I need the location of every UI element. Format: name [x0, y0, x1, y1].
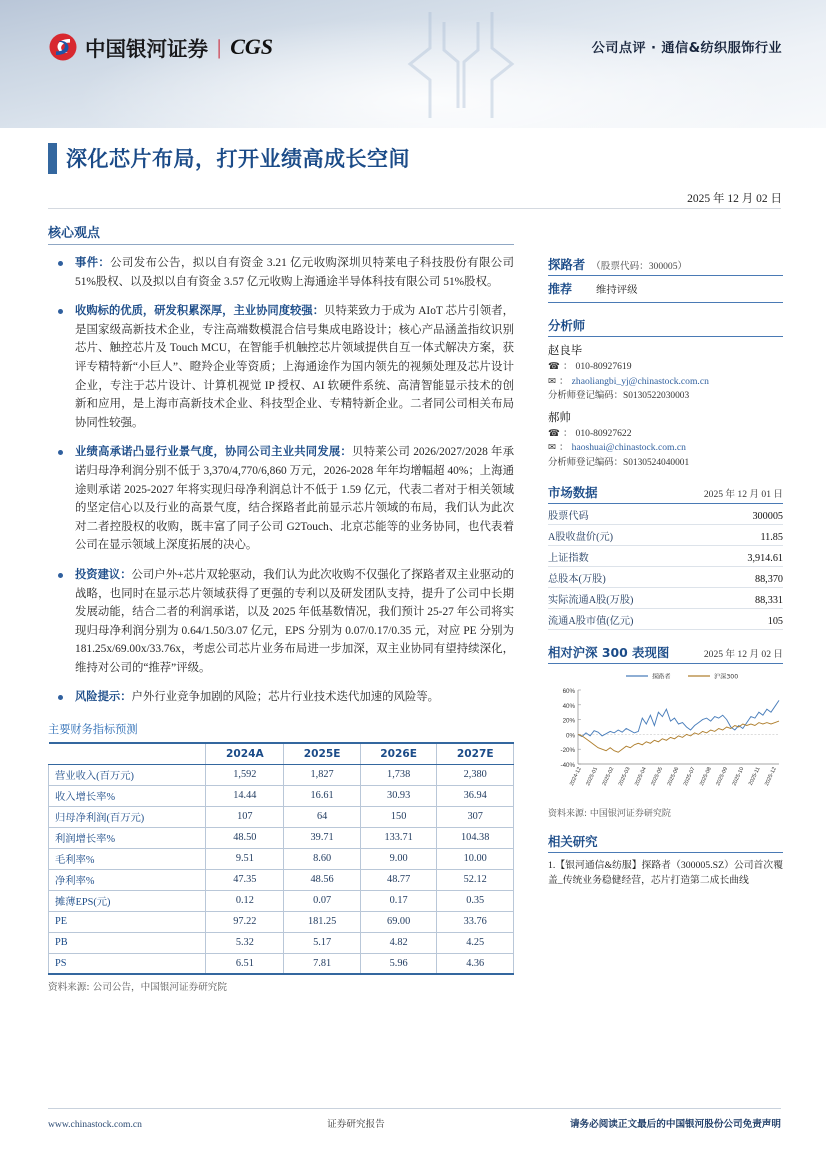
svg-text:-40%: -40%	[560, 762, 575, 769]
table-row	[49, 932, 514, 953]
bullet-text: 公司发布公告，拟以自有资金 3.21 亿元收购深圳贝特莱电子科技股份有限公司 51%股权、以及拟以自有资金 3.57 亿元收购上海通途半导体科技有限公司 51%股权。	[75, 257, 514, 288]
performance-chart-box	[548, 643, 783, 819]
col-label	[49, 743, 206, 764]
svg-text:2025-04: 2025-04	[634, 766, 648, 787]
market-data-row	[548, 609, 783, 630]
footer-disclaimer: 请务必阅读正文最后的中国银河股份公司免责声明	[569, 1119, 781, 1130]
table-row	[49, 785, 514, 806]
analysts-rule	[548, 336, 783, 337]
table-cell: 4.25	[437, 932, 514, 953]
table-cell: 2,380	[437, 764, 514, 785]
title-accent-bar	[48, 143, 57, 174]
market-data-row	[548, 588, 783, 609]
report-category: 公司点评 · 通信&纺织服饰行业	[591, 41, 782, 56]
svg-text:2024-12: 2024-12	[569, 766, 583, 787]
financial-table-title: 主要财务指标预测	[48, 723, 138, 737]
market-data-date: 2025 年 12 月 01 日	[703, 489, 783, 500]
market-data-box	[548, 483, 783, 630]
main-content	[48, 222, 514, 993]
table-cell: 6.51	[206, 953, 284, 974]
row-label: 收入增长率%	[49, 785, 206, 806]
table-cell: 36.94	[437, 785, 514, 806]
rating-label: 推荐	[548, 282, 573, 296]
row-label: 摊薄EPS(元)	[49, 890, 206, 911]
row-label: PB	[49, 932, 206, 953]
market-value: 88,370	[754, 574, 783, 585]
list-item	[48, 688, 514, 707]
table-row	[49, 953, 514, 974]
footer-divider	[48, 1108, 781, 1109]
table-cell: 48.50	[206, 827, 284, 848]
table-cell: 9.51	[206, 848, 284, 869]
analyst-email[interactable]: haoshuai@chinastock.com.cn	[571, 442, 686, 453]
market-data-row	[548, 567, 783, 588]
company-code: （股票代码：300005）	[591, 261, 688, 272]
table-cell: 1,827	[284, 764, 361, 785]
table-cell: 7.81	[284, 953, 361, 974]
market-data-row	[548, 525, 783, 546]
title-divider	[48, 208, 781, 209]
market-value: 300005	[752, 511, 783, 522]
chart-source: 资料来源: 中国银河证券研究院	[548, 809, 671, 819]
analyst-phone: 010-80927622	[575, 427, 632, 439]
market-heading-line	[548, 483, 783, 501]
table-row	[49, 869, 514, 890]
bullet-label: 事件：	[75, 256, 111, 269]
table-cell: 150	[360, 806, 437, 827]
analysts-heading: 分析师	[548, 318, 586, 333]
list-item	[48, 302, 514, 432]
table-cell: 1,738	[360, 764, 437, 785]
report-date: 2025 年 12 月 02 日	[687, 193, 782, 205]
col-2025e: 2025E	[284, 743, 361, 764]
market-key: 股票代码	[548, 511, 589, 522]
list-item	[48, 443, 514, 555]
phone-icon: ☎	[548, 361, 560, 372]
table-cell: 4.82	[360, 932, 437, 953]
market-key: A股收盘价(元)	[548, 532, 614, 543]
bullet-label: 收购标的优质，研发积累深厚，主业协同度较强：	[75, 304, 325, 318]
table-cell: 0.12	[206, 890, 284, 911]
perf-heading-line	[548, 643, 783, 661]
svg-text:2025-06: 2025-06	[666, 766, 681, 787]
analyst-name: 郝帅	[548, 409, 571, 424]
table-cell: 47.35	[206, 869, 284, 890]
brand-name-cn: 中国银河证券	[85, 37, 208, 61]
table-cell: 52.12	[437, 869, 514, 890]
table-cell: 8.60	[284, 848, 361, 869]
analyst-email-line	[548, 441, 783, 456]
mail-colon: ：	[559, 442, 569, 453]
related-research-box	[548, 832, 783, 888]
row-label: 净利率%	[49, 869, 206, 890]
svg-text:2025-05: 2025-05	[650, 766, 665, 787]
market-data-rows	[548, 504, 783, 630]
rating-value: 维持评级	[596, 285, 638, 296]
svg-text:-20%: -20%	[560, 747, 575, 755]
bullet-label: 业绩高承诺凸显行业景气度，协同公司主业共同发展：	[75, 445, 352, 459]
cgs-watermark-icon	[396, 6, 526, 124]
table-cell: 33.76	[437, 911, 514, 932]
analyst-name: 赵良毕	[548, 343, 583, 357]
svg-text:60%: 60%	[562, 688, 575, 695]
footer-website[interactable]: www.chinastock.com.cn	[48, 1119, 142, 1130]
galaxy-logo-icon	[48, 32, 78, 62]
table-head	[49, 743, 514, 764]
table-source: 资料来源: 公司公告，中国银河证券研究院	[48, 982, 227, 994]
table-cell: 181.25	[284, 911, 361, 932]
bullet-text: 贝特莱公司 2026/2027/2028 年承诺归母净利润分别不低于 3,370/4,770/6,860 万元，2026-2028 年年均增幅超 40%；上海通途则承诺 2025-2027 年将实现归母净利润总计不低于 1.59 亿元，代表二者对于相关领域的坚定信心以及行业的高景气度，结合探路者此前显示芯片领域的布局，我们认为此次对二者控股权的收购，既丰富了同子公司 G2Touch、北京芯能等的业务协同，也代表着公司在显示领域上深度拓展的决心。	[75, 446, 514, 552]
table-cell: 133.71	[360, 827, 437, 848]
financial-forecast-table	[48, 742, 514, 975]
row-label: 归母净利润(百万元)	[49, 806, 206, 827]
analyst-phone-line	[548, 427, 783, 442]
table-row	[49, 848, 514, 869]
svg-text:40%: 40%	[562, 702, 575, 710]
table-cell: 14.44	[206, 785, 284, 806]
table-header-row	[49, 743, 514, 764]
analyst-phone: 010-80927619	[575, 361, 632, 372]
analyst-reg-code: 分析师登记编码：S0130524040001	[548, 457, 690, 468]
core-view-list	[48, 254, 514, 707]
mail-icon: ✉	[548, 375, 557, 387]
svg-text:2025-02: 2025-02	[601, 766, 616, 787]
svg-text:2025-03: 2025-03	[617, 766, 632, 787]
table-cell: 9.00	[360, 848, 437, 869]
table-cell: 97.22	[206, 911, 284, 932]
svg-text:2025-07: 2025-07	[682, 766, 697, 787]
svg-text:2025-11: 2025-11	[747, 766, 762, 787]
page-footer	[48, 1116, 781, 1130]
table-cell: 48.56	[284, 869, 361, 890]
market-key: 实际流通A股(万股)	[548, 595, 634, 606]
table-row	[49, 890, 514, 911]
rating-rule	[548, 302, 783, 303]
related-rule	[548, 852, 783, 853]
rating-row	[548, 276, 783, 300]
row-label: 营业收入(百万元)	[49, 764, 206, 785]
table-cell: 48.77	[360, 869, 437, 890]
row-label: PE	[49, 911, 206, 932]
bullet-text: 户外行业竞争加剧的风险；芯片行业技术迭代加速的风险等。	[131, 691, 440, 704]
col-2024a: 2024A	[206, 743, 284, 764]
bullet-text: 贝特莱致力于成为 AIoT 芯片引领者，是国家级高新技术企业，专注高端数模混合信号集成电路设计；核心产品涵盖指纹识别芯片、触控芯片及 Touch MCU，在智能手机触控芯片领域提供自互一体式解决方案，获评专精特新“小巨人”、瞪羚企业等资质；上海通途作为国内领先的视频处理及芯片设计企业，专注于芯片设计、计算机视觉 IP 授权、AI 软硬件系统、高清智能显示技术的创新和应用，是上海市高新技术企业、科技型企业、专精特新企业。二者同公司相关布局协同性较强。	[75, 305, 514, 429]
phone-colon: ：	[562, 361, 573, 372]
market-data-row	[548, 504, 783, 525]
table-body	[49, 764, 514, 974]
bullet-text: 公司户外+芯片双轮驱动，我们认为此次收购不仅强化了探路者双主业驱动的战略，也同时在显示芯片领域获得了更强的专利以及研发团队支持，提升了公司中长期发展动能，结合二者的利润承诺，以及 2025 年低基数情况，我们预计 25-27 年公司将实现归母净利润分别为 0.64/1.50/3.07 亿元，EPS 分别为 0.07/0.17/0.35 元，对应 PE 分别为 181.25x/69.00x/33.76x，考虑公司芯片业务布局进一步加深，双主业协同有望持续深化，维持对公司的“推荐”评级。	[75, 568, 514, 674]
perf-chart-date: 2025 年 12 月 02 日	[703, 649, 783, 660]
brand-separator: |	[217, 34, 222, 59]
svg-text:2025-08: 2025-08	[699, 766, 713, 787]
table-cell: 5.32	[206, 932, 284, 953]
list-item	[48, 566, 514, 678]
company-box	[548, 255, 783, 303]
svg-text:2025-09: 2025-09	[715, 766, 730, 787]
row-label: 利润增长率%	[49, 827, 206, 848]
table-row	[49, 806, 514, 827]
list-item	[48, 254, 514, 291]
related-research-heading: 相关研究	[548, 834, 598, 849]
svg-text:20%: 20%	[562, 717, 575, 725]
col-2027e: 2027E	[437, 743, 514, 764]
row-label: PS	[49, 953, 206, 974]
related-research-item[interactable]: 1.【银河通信&纺服】探路者（300005.SZ）公司首次覆盖_传统业务稳健经营，芯片打造第二成长曲线	[548, 860, 783, 886]
svg-text:沪深300: 沪深300	[714, 673, 739, 681]
analyst-box	[548, 316, 783, 470]
table-row	[49, 827, 514, 848]
svg-text:0%: 0%	[566, 732, 575, 740]
core-view-rule	[48, 244, 514, 245]
analyst-entry	[548, 342, 783, 404]
analyst-email[interactable]: zhaoliangbi_yj@chinastock.com.cn	[571, 375, 709, 387]
market-key: 流通A股市值(亿元)	[548, 616, 634, 627]
page-title: 深化芯片布局，打开业绩高成长空间	[66, 147, 410, 171]
bullet-label: 风险提示：	[75, 690, 132, 704]
table-cell: 0.35	[437, 890, 514, 911]
company-line	[548, 255, 783, 273]
market-value: 11.85	[760, 532, 783, 543]
mail-icon: ✉	[548, 442, 557, 453]
table-cell: 4.36	[437, 953, 514, 974]
svg-text:2025-01: 2025-01	[585, 766, 600, 787]
table-row	[49, 764, 514, 785]
svg-text:2025-10: 2025-10	[731, 766, 746, 787]
market-key: 上证指数	[548, 553, 589, 564]
table-cell: 0.17	[360, 890, 437, 911]
market-value: 3,914.61	[747, 553, 783, 564]
analyst-email-line	[548, 375, 783, 390]
svg-text:2025-12: 2025-12	[764, 766, 778, 787]
table-cell: 16.61	[284, 785, 361, 806]
table-cell: 1,592	[206, 764, 284, 785]
table-cell: 64	[284, 806, 361, 827]
market-data-heading: 市场数据	[548, 485, 598, 500]
page-banner	[0, 0, 826, 128]
phone-colon: ：	[562, 427, 573, 439]
analyst-phone-line	[548, 360, 783, 375]
table-cell: 104.38	[437, 827, 514, 848]
col-2026e: 2026E	[360, 743, 437, 764]
table-cell: 5.96	[360, 953, 437, 974]
brand-logo	[48, 32, 273, 62]
table-row	[49, 911, 514, 932]
table-cell: 10.00	[437, 848, 514, 869]
table-cell: 5.17	[284, 932, 361, 953]
relative-performance-chart	[548, 664, 783, 796]
footer-doc-type: 证券研究报告	[327, 1119, 385, 1130]
market-value: 88,331	[754, 595, 783, 606]
phone-icon: ☎	[548, 427, 560, 439]
table-cell: 39.71	[284, 827, 361, 848]
sidebar	[548, 255, 783, 901]
table-cell: 307	[437, 806, 514, 827]
company-name: 探路者	[548, 257, 586, 272]
analyst-reg-code: 分析师登记编码：S0130522030003	[548, 391, 690, 401]
mail-colon: ：	[559, 375, 569, 387]
market-key: 总股本(万股)	[548, 574, 606, 585]
svg-text:探路者: 探路者	[652, 673, 671, 681]
perf-chart-heading: 相对沪深 300 表现图	[548, 645, 670, 660]
bullet-label: 投资建议：	[75, 567, 132, 581]
row-label: 毛利率%	[49, 848, 206, 869]
table-cell: 107	[206, 806, 284, 827]
table-cell: 69.00	[360, 911, 437, 932]
core-view-heading: 核心观点	[48, 226, 101, 241]
table-cell: 30.93	[360, 785, 437, 806]
market-data-row	[548, 546, 783, 567]
table-cell: 0.07	[284, 890, 361, 911]
title-block	[48, 143, 410, 174]
brand-name-en: CGS	[230, 34, 274, 59]
market-value: 105	[767, 616, 783, 627]
analyst-entry	[548, 409, 783, 471]
